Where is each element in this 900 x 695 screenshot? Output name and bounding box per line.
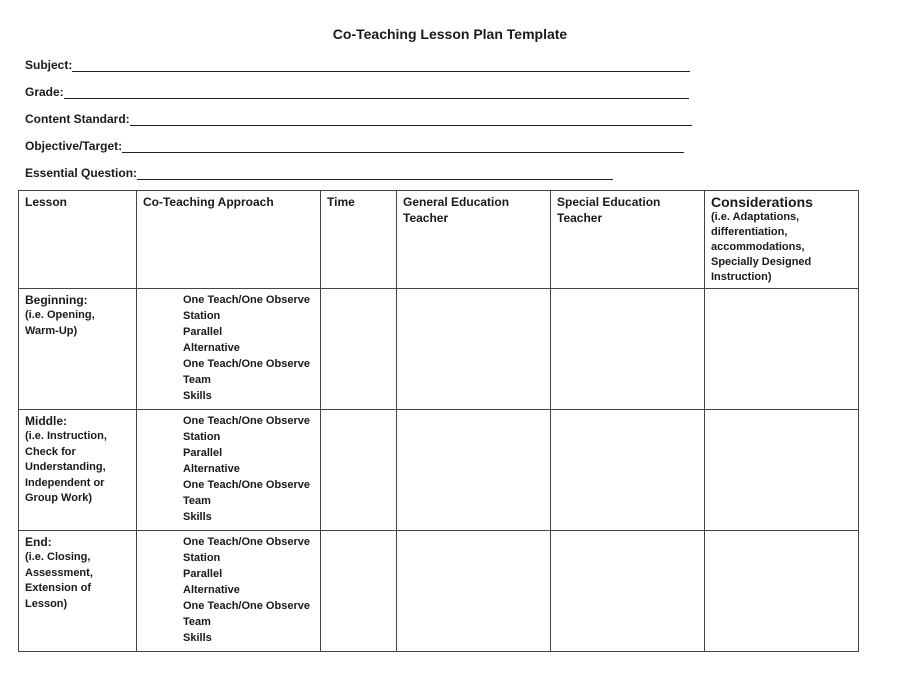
approach-item: Team — [183, 616, 211, 628]
objective-target-line[interactable] — [122, 141, 684, 153]
approach-item: Parallel — [183, 568, 223, 580]
stage-cell: End: (i.e. Closing, Assessment, Extension of Lesson) — [19, 531, 137, 652]
gen-ed-header: General Education Teacher — [397, 191, 551, 289]
approach-item: Alternative — [183, 342, 240, 354]
approach-item: Skills — [183, 632, 212, 644]
approach-item: Skills — [183, 390, 212, 402]
subject-field[interactable] — [25, 56, 690, 72]
considerations-header — [705, 191, 859, 289]
approach-item: One Teach/One Observe — [183, 536, 310, 548]
approach-item: One Teach/One Observe — [183, 294, 310, 306]
essential-question-field[interactable] — [25, 164, 613, 180]
objective-target-field[interactable] — [25, 137, 684, 153]
table-row — [19, 531, 859, 652]
table-header-row — [19, 191, 859, 289]
approach-item: Parallel — [183, 447, 223, 459]
approach-header: Co‐Teaching Approach — [137, 191, 321, 289]
essential-question-label: Essential Question: — [25, 166, 138, 180]
considerations-title: Considerations — [711, 194, 813, 210]
time-cell[interactable] — [321, 289, 397, 410]
table-row — [19, 410, 859, 531]
spec-ed-header: Special Education Teacher — [551, 191, 705, 289]
time-header: Time — [321, 191, 397, 289]
spec-ed-cell[interactable] — [551, 531, 705, 652]
approach-item: One Teach/One Observe — [183, 358, 310, 370]
lesson-header: Lesson — [19, 191, 137, 289]
considerations-cell[interactable] — [705, 289, 859, 410]
gen-ed-cell[interactable] — [397, 289, 551, 410]
essential-question-line[interactable] — [137, 168, 613, 180]
approach-item: Team — [183, 495, 211, 507]
grade-field[interactable] — [25, 83, 689, 99]
approach-cell — [137, 289, 321, 410]
approach-item: One Teach/One Observe — [183, 600, 310, 612]
subject-line[interactable] — [72, 60, 690, 72]
approach-item: Station — [183, 431, 221, 443]
approach-item: One Teach/One Observe — [183, 415, 310, 427]
approach-cell — [137, 531, 321, 652]
page-title: Co‐Teaching Lesson Plan Template — [332, 26, 568, 42]
stage-cell: Middle: (i.e. Instruction, Check for Understanding, Independent or Group Work) — [19, 410, 137, 531]
table-row — [19, 289, 859, 410]
gen-ed-cell[interactable] — [397, 531, 551, 652]
grade-line[interactable] — [64, 87, 689, 99]
content-standard-line[interactable] — [130, 114, 692, 126]
lesson-plan-table — [18, 190, 859, 652]
gen-ed-cell[interactable] — [397, 410, 551, 531]
approach-item: Alternative — [183, 584, 240, 596]
grade-label: Grade: — [25, 85, 64, 99]
stage-cell: Beginning: (i.e. Opening, Warm‐Up) — [19, 289, 137, 410]
time-cell[interactable] — [321, 531, 397, 652]
considerations-subtitle: (i.e. Adaptations, differentiation, accommodations, Specially Designed Instruction) — [711, 211, 812, 283]
content-standard-label: Content Standard: — [25, 112, 130, 126]
approach-item: Station — [183, 310, 221, 322]
approach-cell — [137, 410, 321, 531]
subject-label: Subject: — [25, 58, 73, 72]
approach-item: Team — [183, 374, 211, 386]
approach-item: Alternative — [183, 463, 240, 475]
approach-item: Parallel — [183, 326, 223, 338]
spec-ed-cell[interactable] — [551, 410, 705, 531]
spec-ed-cell[interactable] — [551, 289, 705, 410]
objective-target-label: Objective/Target: — [25, 139, 123, 153]
approach-item: One Teach/One Observe — [183, 479, 310, 491]
approach-item: Station — [183, 552, 221, 564]
content-standard-field[interactable] — [25, 110, 692, 126]
considerations-cell[interactable] — [705, 531, 859, 652]
time-cell[interactable] — [321, 410, 397, 531]
approach-item: Skills — [183, 511, 212, 523]
considerations-cell[interactable] — [705, 410, 859, 531]
